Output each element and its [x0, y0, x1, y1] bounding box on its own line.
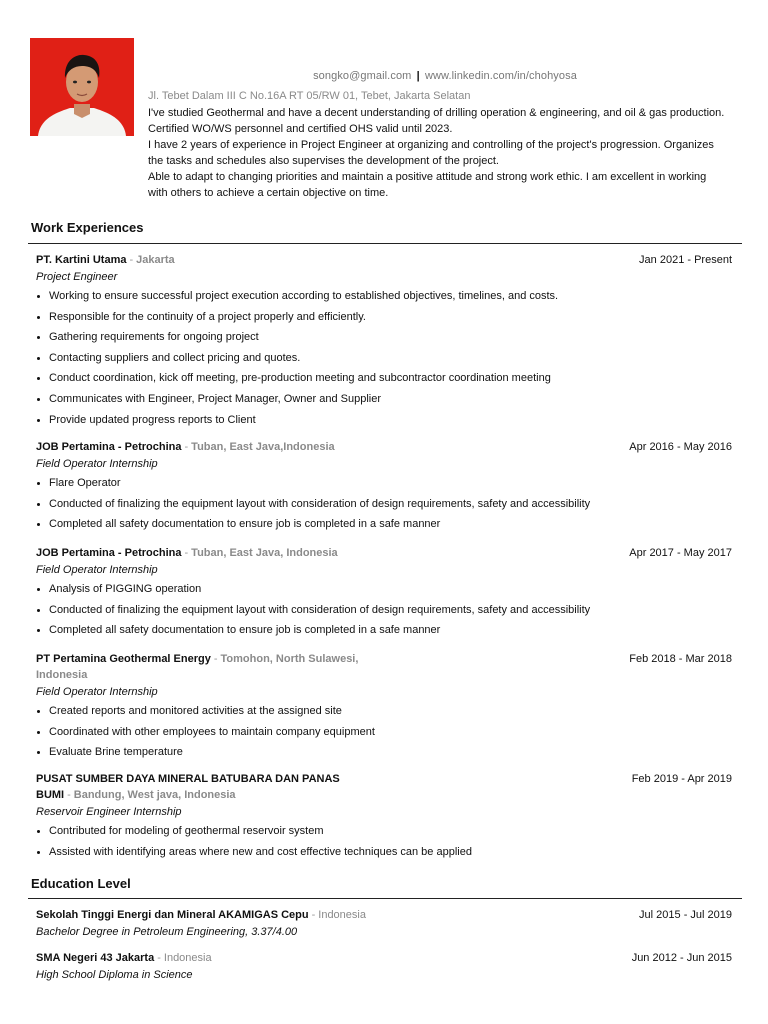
dash: -: [184, 547, 189, 559]
job-location: Tuban, East Java,Indonesia: [191, 441, 335, 453]
job-dates: Apr 2017 - May 2017: [629, 547, 732, 559]
list-item: Conduct coordination, kick off meeting, pre-production meeting and subcontractor coordination meeting: [36, 371, 732, 386]
job-dates: Jan 2021 - Present: [639, 254, 732, 266]
list-item: Created reports and monitored activities at the assigned site: [36, 704, 732, 719]
list-item: Conducted of finalizing the equipment layout with consideration of design requirements, safety and accessibility: [36, 603, 732, 618]
job-location: Tuban, East Java, Indonesia: [191, 547, 338, 559]
school-location: Indonesia: [318, 909, 366, 921]
company-name: JOB Pertamina - Petrochina: [36, 441, 182, 453]
job-location: Jakarta: [136, 254, 175, 266]
job-bullets: [36, 476, 732, 532]
dash: -: [129, 254, 134, 266]
list-item: Communicates with Engineer, Project Manager, Owner and Supplier: [36, 392, 732, 407]
degree: Bachelor Degree in Petroleum Engineering, 3.37/4.00: [36, 926, 298, 938]
education-dates: Jul 2015 - Jul 2019: [639, 909, 732, 921]
job-title: Field Operator Internship: [36, 564, 158, 576]
job-header: [36, 439, 732, 455]
company-name: PUSAT SUMBER DAYA MINERAL BATUBARA DAN PANAS BUMI: [36, 773, 340, 801]
education-dates: Jun 2012 - Jun 2015: [631, 952, 732, 964]
dash: -: [157, 952, 161, 964]
address: Jl. Tebet Dalam III C No.16A RT 05/RW 01, Tebet, Jakarta Selatan: [148, 90, 471, 102]
list-item: Assisted with identifying areas where new and cost effective techniques can be applied: [36, 845, 732, 860]
list-item: Completed all safety documentation to ensure job is completed in a safe manner: [36, 517, 732, 532]
school-name: SMA Negeri 43 Jakarta: [36, 952, 155, 964]
job-dates: Feb 2019 - Apr 2019: [631, 773, 732, 785]
job-header: [36, 651, 732, 683]
work-section-title: Work Experiences: [31, 220, 144, 235]
summary-paragraph: I've studied Geothermal and have a decent understanding of drilling operation & engineering, and oil & gas production. Certified WO/WS personnel and certified OHS valid until 2023.: [148, 107, 725, 135]
list-item: Provide updated progress reports to Client: [36, 413, 732, 428]
job-bullets: [36, 289, 732, 428]
job-header: [36, 545, 732, 561]
education-header: [36, 950, 732, 966]
list-item: Contacting suppliers and collect pricing and quotes.: [36, 351, 732, 366]
section-divider: [28, 243, 742, 244]
job-title: Reservoir Engineer Internship: [36, 806, 182, 818]
person-portrait-icon: [30, 38, 134, 136]
job-entry: [36, 545, 732, 644]
list-item: Evaluate Brine temperature: [36, 745, 732, 760]
summary-paragraph: I have 2 years of experience in Project Engineer at organizing and controlling of the project's progression. Organizes the tasks and schedules also supervises the development of the project.: [148, 139, 714, 167]
company-name: PT. Kartini Utama: [36, 254, 127, 266]
summary: [148, 105, 728, 201]
job-header: [36, 252, 732, 268]
contact-separator: |: [416, 70, 420, 82]
company-name: PT Pertamina Geothermal Energy: [36, 653, 211, 665]
education-entry: [36, 950, 732, 983]
education-section-title: Education Level: [31, 876, 131, 891]
list-item: Completed all safety documentation to ensure job is completed in a safe manner: [36, 623, 732, 638]
dash: -: [213, 653, 218, 665]
section-divider: [28, 898, 742, 899]
job-location: Bandung, West java, Indonesia: [73, 789, 236, 801]
education-entry: [36, 907, 732, 940]
education-header: [36, 907, 732, 923]
company-name: JOB Pertamina - Petrochina: [36, 547, 182, 559]
list-item: Coordinated with other employees to maintain company equipment: [36, 725, 732, 740]
job-dates: Apr 2016 - May 2016: [629, 441, 732, 453]
job-location: Tomohon, North Sulawesi, Indonesia: [36, 653, 359, 681]
linkedin-link[interactable]: www.linkedin.com/in/chohyosa: [424, 70, 577, 82]
list-item: Conducted of finalizing the equipment layout with consideration of design requirements, safety and accessibility: [36, 497, 732, 512]
job-title: Field Operator Internship: [36, 686, 158, 698]
job-header: [36, 771, 732, 803]
job-bullets: [36, 824, 732, 860]
degree: High School Diploma in Science: [36, 969, 193, 981]
job-title: Field Operator Internship: [36, 458, 158, 470]
list-item: Flare Operator: [36, 476, 732, 491]
profile-photo: [30, 38, 134, 136]
list-item: Working to ensure successful project execution according to established objectives, timelines, and costs.: [36, 289, 732, 304]
school-location: Indonesia: [163, 952, 212, 964]
job-bullets: [36, 582, 732, 638]
contact-line: [148, 70, 742, 82]
email-link[interactable]: songko@gmail.com: [313, 70, 412, 82]
job-entry: [36, 651, 732, 766]
dash: -: [184, 441, 189, 453]
list-item: Analysis of PIGGING operation: [36, 582, 732, 597]
job-entry: [36, 771, 732, 865]
dash: -: [67, 789, 71, 801]
job-entry: [36, 439, 732, 538]
summary-paragraph: Able to adapt to changing priorities and maintain a positive attitude and strong work ethic. I am excellent in working with others to achieve a certain objective on time.: [148, 171, 707, 199]
list-item: Contributed for modeling of geothermal reservoir system: [36, 824, 732, 839]
school-name: Sekolah Tinggi Energi dan Mineral AKAMIGAS Cepu: [36, 909, 309, 921]
job-entry: [36, 252, 732, 433]
job-title: Project Engineer: [36, 271, 118, 283]
list-item: Gathering requirements for ongoing project: [36, 330, 732, 345]
job-bullets: [36, 704, 732, 760]
job-dates: Feb 2018 - Mar 2018: [629, 653, 732, 665]
dash: -: [311, 909, 316, 921]
list-item: Responsible for the continuity of a project properly and efficiently.: [36, 310, 732, 325]
